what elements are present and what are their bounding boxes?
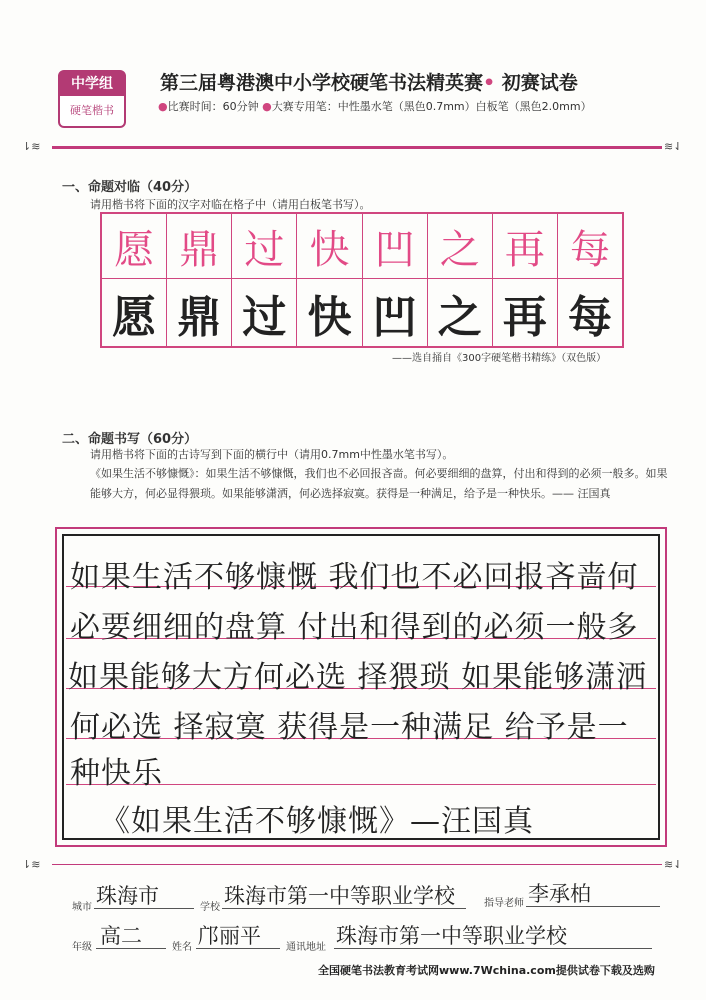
handwriting-line: 如果生活不够慷慨 我们也不必回报吝啬何 — [70, 560, 639, 595]
grade-value[interactable]: 高二 — [100, 924, 142, 948]
school-label: 学校 — [200, 902, 220, 913]
grid-cell[interactable] — [297, 214, 362, 346]
model-char: 凹 — [363, 214, 427, 279]
poem-passage: 《如果生活不够慷慨》：如果生活不够慷慨，我们也不必回报吝啬。何必要细细的盘算，付出和得到的必须一般多。如果能够大方，何必显得猥琐。如果能够潇洒，何必选择寂寞。获得是一种满足，给予是一种快乐。—— 汪国真 — [90, 467, 668, 500]
city-underline — [94, 908, 194, 909]
grid-cell[interactable] — [363, 214, 428, 346]
grid-cell[interactable] — [558, 214, 622, 346]
grid-cell[interactable] — [232, 214, 297, 346]
grade-underline — [96, 948, 166, 949]
model-char: 过 — [232, 214, 296, 279]
handwriting-signature: 《如果生活不够慷慨》—汪国真 — [100, 804, 534, 839]
written-char: 每 — [567, 291, 612, 343]
grade-label: 年级 — [72, 942, 92, 953]
exam-pen: 大赛专用笔：中性墨水笔（黑色0.7mm）白板笔（黑色2.0mm） — [271, 100, 592, 113]
badge-group-label: 中学组 — [60, 72, 124, 96]
footer-divider — [52, 864, 662, 865]
model-char: 再 — [493, 214, 557, 279]
grid-cell[interactable] — [493, 214, 558, 346]
written-char: 凹 — [372, 291, 417, 343]
address-label: 通讯地址 — [286, 942, 326, 953]
source-citation: ——选自捅自《300字硬笔楷书精练》（双色版） — [392, 353, 607, 364]
name-label: 姓名 — [172, 942, 192, 953]
website-note: 全国硬笔书法教育考试网www.7Wchina.com提供试卷下载及选购 — [318, 964, 655, 977]
ornament-right-icon: ≋⇃ — [664, 858, 683, 871]
city-value[interactable]: 珠海市 — [96, 884, 159, 908]
written-char: 之 — [437, 291, 482, 343]
handwriting-line: 种快乐 — [70, 756, 163, 791]
address-value[interactable]: 珠海市第一中等职业学校 — [336, 924, 567, 948]
teacher-value[interactable]: 李承柏 — [528, 882, 591, 906]
section1-title: 一、命题对临（40分） — [62, 180, 198, 195]
teacher-underline — [526, 906, 660, 907]
section2-instruction: 请用楷书将下面的古诗写到下面的横行中（请用0.7mm中性墨水笔书写）。 — [90, 448, 454, 461]
ornament-left-icon: ⇂≋ — [22, 858, 41, 871]
handwriting-line: 何必选 择寂寞 获得是一种满足 给予是一 — [70, 710, 629, 745]
teacher-label: 指导老师 — [484, 898, 524, 909]
model-char: 快 — [297, 214, 361, 279]
written-char: 快 — [307, 291, 352, 343]
section2-title: 二、命题书写（60分） — [62, 432, 198, 447]
grid-cell[interactable] — [102, 214, 167, 346]
grid-cell[interactable] — [428, 214, 493, 346]
group-badge — [58, 70, 126, 128]
written-char: 过 — [242, 291, 287, 343]
bullet-icon: ● — [262, 100, 272, 113]
title-bullet: • — [483, 72, 496, 94]
model-char: 每 — [558, 214, 622, 279]
model-char: 之 — [428, 214, 492, 279]
handwriting-line: 如果能够大方何必选 择猥琐 如果能够潇洒 — [68, 660, 648, 695]
written-char: 再 — [502, 291, 547, 343]
model-char: 鼎 — [167, 214, 231, 279]
header-divider — [52, 146, 662, 149]
handwriting-line: 必要细细的盘算 付出和得到的必须一般多 — [70, 610, 639, 645]
written-char: 鼎 — [177, 291, 222, 343]
tracing-grid — [100, 212, 624, 348]
page-title — [160, 68, 578, 95]
grid-cell[interactable] — [167, 214, 232, 346]
written-char: 愿 — [112, 291, 157, 343]
address-underline — [334, 948, 652, 949]
model-char: 愿 — [102, 214, 166, 279]
exam-info — [158, 98, 592, 114]
name-value[interactable]: 邝丽平 — [198, 924, 261, 948]
name-underline — [196, 948, 280, 949]
title-sub: 初赛试卷 — [495, 72, 578, 94]
school-value[interactable]: 珠海市第一中等职业学校 — [224, 884, 455, 908]
title-main: 第三届粤港澳中小学校硬笔书法精英赛 — [160, 72, 484, 94]
exam-time: 比赛时间：60分钟 — [167, 100, 259, 113]
school-underline — [222, 908, 466, 909]
ornament-right-icon: ≋⇃ — [664, 140, 683, 153]
section1-instruction: 请用楷书将下面的汉字对临在格子中（请用白板笔书写）。 — [90, 198, 371, 211]
ornament-left-icon: ⇂≋ — [22, 140, 41, 153]
badge-category-label: 硬笔楷书 — [70, 104, 114, 117]
bullet-icon: ● — [158, 100, 168, 113]
city-label: 城市 — [72, 902, 92, 913]
